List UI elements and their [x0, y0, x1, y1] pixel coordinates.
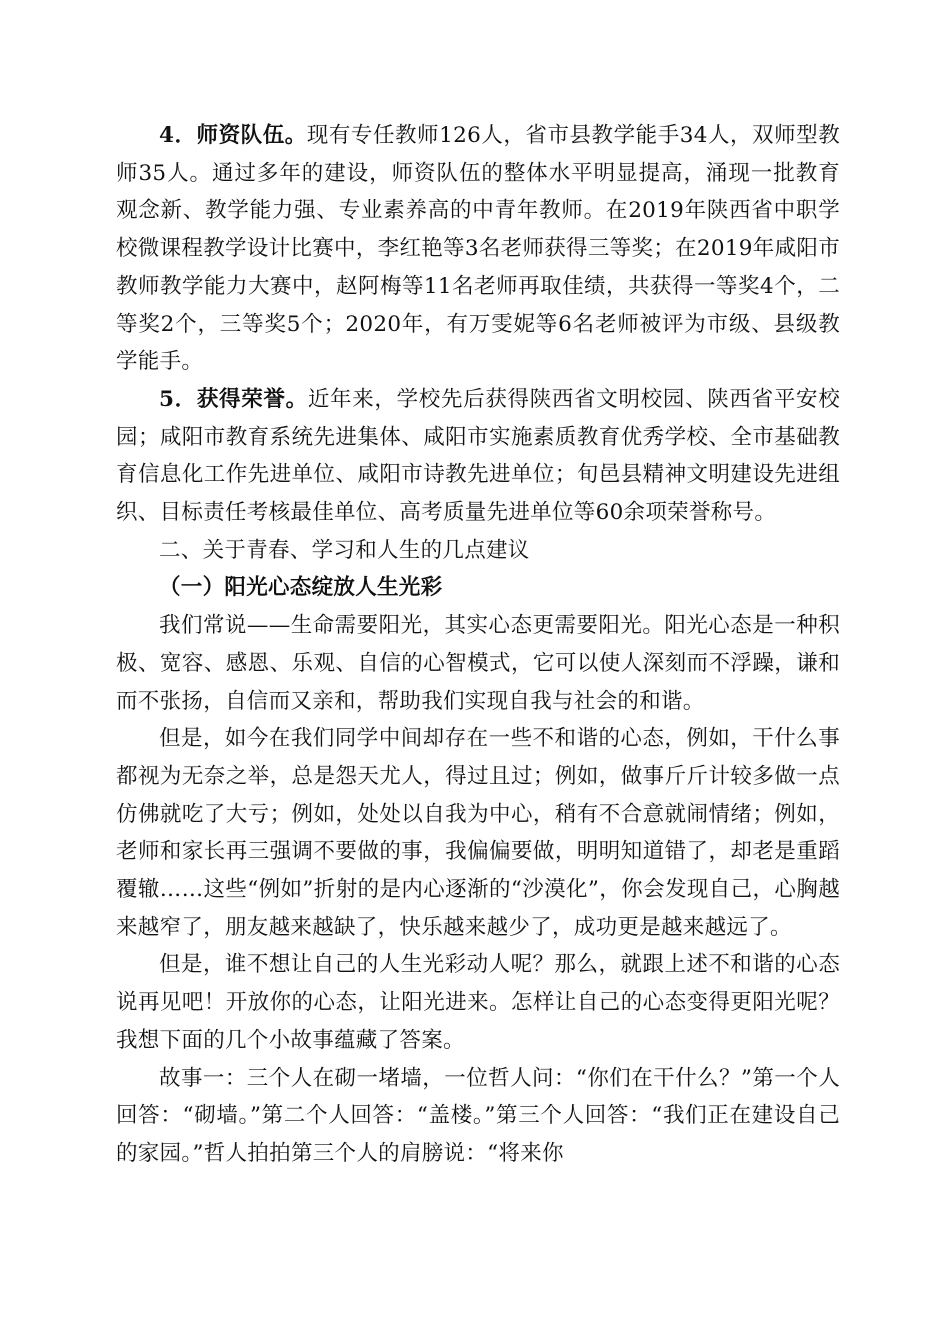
paragraph-honors-lead: 5．获得荣誉。: [159, 386, 308, 412]
paragraph-faculty-lead: 4．师资队伍。: [159, 123, 307, 148]
section-heading: 二、关于青春、学习和人生的几点建议: [159, 537, 530, 563]
paragraph-faculty: [116, 117, 840, 381]
document-page: [116, 117, 840, 1173]
paragraph-faculty-text: 现有专任教师126人，省市县教学能手34人，双师型教师35人。通过多年的建设，师资队伍的整体水平明显提高，涌现一批教育观念新、教学能力强、专业素养高的中青年教师。在2019年陕西省中职学校微课程教学设计比赛中，李红艳等3名老师获得三等奖；在2019年咸阳市教师教学能力大赛中，赵阿梅等11名老师再取佳绩，共获得一等奖4个，二等奖2个，三等奖5个；2020年，有万雯妮等6名老师被评为市级、县级教学能手。: [116, 123, 840, 375]
body-paragraph-3: 但是，谁不想让自己的人生光彩动人呢？那么，就跟上述不和谐的心态说再见吧！开放你的心态，让阳光进来。怎样让自己的心态变得更阳光呢？我想下面的几个小故事蕴藏了答案。: [116, 952, 840, 1053]
subheading: （一）阳光心态绽放人生光彩: [159, 575, 443, 601]
body-paragraph-1: 我们常说——生命需要阳光，其实心态更需要阳光。阳光心态是一种积极、宽容、感恩、乐观、自信的心智模式，它可以使人深刻而不浮躁，谦和而不张扬，自信而又亲和，帮助我们实现自我与社会的和谐。: [116, 613, 840, 714]
paragraph-honors-text: 近年来，学校先后获得陕西省文明校园、陕西省平安校园；咸阳市教育系统先进集体、咸阳市实施素质教育优秀学校、全市基础教育信息化工作先进单位、咸阳市诗教先进单位；旬邑县精神文明建设先进组织、目标责任考核最佳单位、高考质量先进单位等60余项荣誉称号。: [116, 386, 841, 526]
paragraph-honors: [116, 381, 840, 532]
body-paragraph-2: 但是，如今在我们同学中间却存在一些不和谐的心态，例如，干什么事都视为无奈之举，总是怨天尤人，得过且过；例如，做事斤斤计较多做一点仿佛就吃了大亏；例如，处处以自我为中心，稍有不合意就闹情绪；例如，老师和家长再三强调不要做的事，我偏偏要做，明明知道错了，却老是重蹈覆辙……这些“例如”折射的是内心逐渐的“沙漠化”，你会发现自己，心胸越来越窄了，朋友越来越缺了，快乐越来越少了，成功更是越来越远了。: [116, 726, 840, 940]
body-paragraph-4: 故事一：三个人在砌一堵墙，一位哲人问：“你们在干什么？”第一个人回答：“砌墙。”第二个人回答：“盖楼。”第三个人回答：“我们正在建设自己的家园。”哲人拍拍第三个人的肩膀说：“将来你: [116, 1065, 840, 1166]
